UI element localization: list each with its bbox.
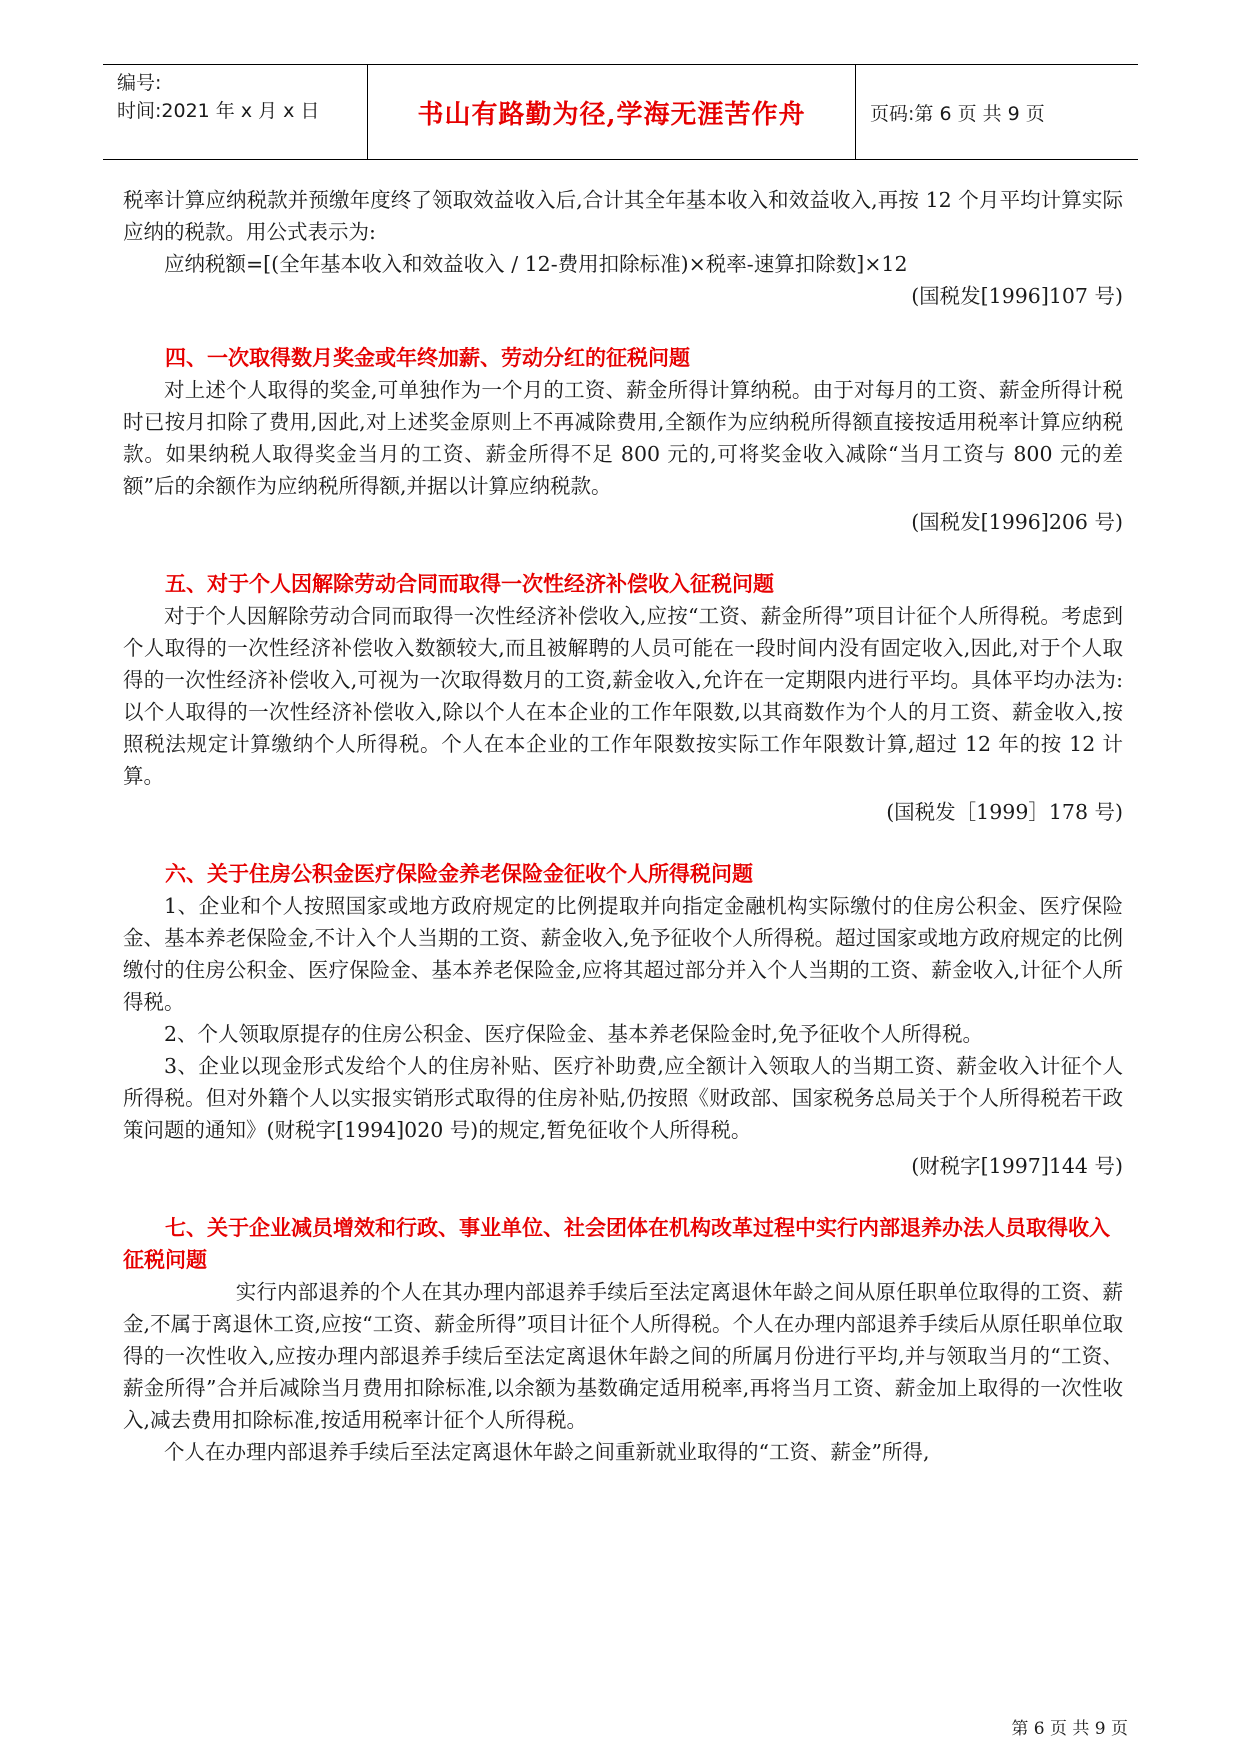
section-heading-4: 四、一次取得数月奖金或年终加薪、劳动分红的征税问题 — [165, 346, 690, 370]
header-slogan: 书山有路勤为径,学海无涯苦作舟 — [368, 65, 856, 159]
section-heading-6: 六、关于住房公积金医疗保险金养老保险金征收个人所得税问题 — [165, 862, 753, 886]
reference-citation: (国税发[1996]107 号) — [911, 284, 1123, 308]
section-6-item-2: 2、个人领取原提存的住房公积金、医疗保险金、基本养老保险金时,免予征收个人所得税。 — [164, 1022, 984, 1046]
section-6-item-3: 3、企业以现金形式发给个人的住房补贴、医疗补助费,应全额计入领取人的当期工资、薪金收入计征个人所得税。但对外籍个人以实报实销形式取得的住房补贴,仍按照《财政部、国家税务总局关于个人所得税若干政策问题的通知》(财税字[1994]020 号)的规定,暂免征收个人所得税。 — [123, 1054, 1123, 1142]
document-body — [123, 184, 1123, 1468]
document-number-label: 编号: — [117, 72, 162, 94]
section-7-paragraph-2: 个人在办理内部退养手续后至法定离退休年龄之间重新就业取得的“工资、薪金”所得, — [164, 1440, 930, 1464]
page-header — [103, 64, 1138, 160]
header-page-code: 页码:第 6 页 共 9 页 — [870, 102, 1045, 125]
page-footer-number: 第 6 页 共 9 页 — [1011, 1719, 1128, 1739]
section-7-paragraph-1: 实行内部退养的个人在其办理内部退养手续后至法定离退休年龄之间从原任职单位取得的工资、薪金,不属于离退休工资,应按“工资、薪金所得”项目计征个人所得税。个人在办理内部退养手续后从原任职单位取得的一次性收入,应按办理内部退养手续后至法定离退休年龄之间的所属月份进行平均,并与领取当月的“工资、薪金所得”合并后减除当月费用扣除标准,以余额为基数确定适用税率,再将当月工资、薪金加上取得的一次性收入,减去费用扣除标准,按适用税率计征个人所得税。 — [123, 1280, 1123, 1432]
section-heading-7: 七、关于企业减员增效和行政、事业单位、社会团体在机构改革过程中实行内部退养办法人员取得收入征税问题 — [123, 1216, 1110, 1272]
section-heading-5: 五、对于个人因解除劳动合同而取得一次性经济补偿收入征税问题 — [165, 572, 774, 596]
section-4-paragraph: 对上述个人取得的奖金,可单独作为一个月的工资、薪金所得计算纳税。由于对每月的工资、薪金所得计税时已按月扣除了费用,因此,对上述奖金原则上不再减除费用,全额作为应纳税所得额直接按适用税率计算应纳税款。如果纳税人取得奖金当月的工资、薪金所得不足 800 元的,可将奖金收入减除“当月工资与 800 元的差额”后的余额作为应纳税所得额,并据以计算应纳税款。 — [123, 378, 1123, 498]
intro-paragraph: 税率计算应纳税款并预缴年度终了领取效益收入后,合计其全年基本收入和效益收入,再按 12 个月平均计算实际应纳的税款。用公式表示为: — [123, 188, 1123, 244]
section-5-paragraph: 对于个人因解除劳动合同而取得一次性经济补偿收入,应按“工资、薪金所得”项目计征个人所得税。考虑到个人取得的一次性经济补偿收入数额较大,而且被解聘的人员可能在一段时间内没有固定收入,因此,对于个人取得的一次性经济补偿收入,可视为一次取得数月的工资,薪金收入,允许在一定期限内进行平均。具体平均办法为:以个人取得的一次性经济补偿收入,除以个人在本企业的工作年限数,以其商数作为个人的月工资、薪金收入,按照税法规定计算缴纳个人所得税。个人在本企业的工作年限数按实际工作年限数计算,超过 12 年的按 12 计算。 — [123, 604, 1123, 788]
reference-citation: (国税发[1996]206 号) — [911, 510, 1123, 534]
header-meta — [103, 65, 368, 159]
reference-citation: (财税字[1997]144 号) — [911, 1154, 1123, 1178]
section-6-item-1: 1、企业和个人按照国家或地方政府规定的比例提取并向指定金融机构实际缴付的住房公积金、医疗保险金、基本养老保险金,不计入个人当期的工资、薪金收入,免予征收个人所得税。超过国家或地方政府规定的比例缴付的住房公积金、医疗保险金、基本养老保险金,应将其超过部分并入个人当期的工资、薪金收入,计征个人所得税。 — [123, 894, 1123, 1014]
reference-citation: (国税发［1999］178 号) — [886, 800, 1123, 824]
document-time: 时间:2021 年 x 月 x 日 — [117, 100, 320, 122]
tax-formula: 应纳税额=[(全年基本收入和效益收入 / 12-费用扣除标准)×税率-速算扣除数]×12 — [164, 252, 908, 276]
